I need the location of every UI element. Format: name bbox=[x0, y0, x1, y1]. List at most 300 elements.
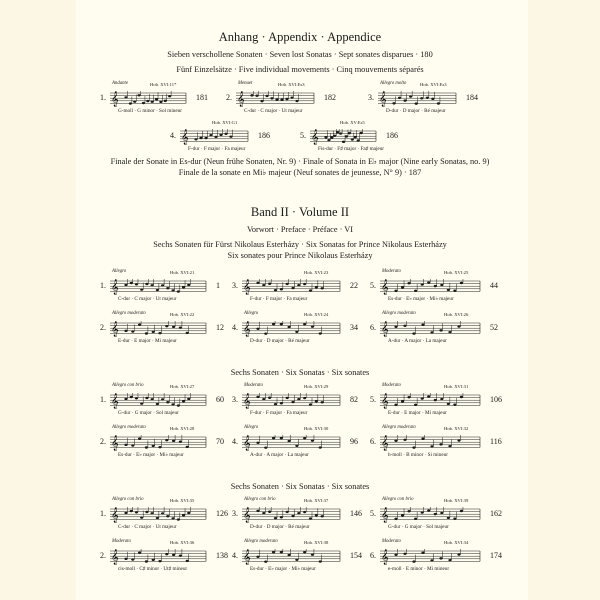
note-head bbox=[401, 400, 404, 402]
note-head bbox=[262, 398, 265, 400]
note-head bbox=[403, 553, 406, 555]
page-number: 182 bbox=[324, 93, 336, 102]
page-number: 162 bbox=[490, 509, 502, 518]
note-head bbox=[430, 445, 433, 447]
note-head bbox=[161, 398, 164, 400]
note-head bbox=[336, 131, 339, 133]
note-head bbox=[421, 511, 424, 513]
six-sonatas-heading-2: Sechs Sonaten · Six Sonatas · Six sonates bbox=[230, 482, 370, 491]
hoboken-number: Hob. XVI:35 bbox=[170, 498, 195, 503]
treble-clef-icon: 𝄞 bbox=[111, 550, 119, 565]
key-label: A-dur · A major · La majeur bbox=[250, 452, 309, 458]
note-head bbox=[434, 513, 437, 515]
note-head bbox=[158, 446, 161, 448]
music-staff bbox=[242, 279, 344, 295]
note-head bbox=[440, 398, 443, 400]
note-head bbox=[434, 399, 437, 401]
note-head bbox=[224, 133, 227, 135]
note-head bbox=[321, 515, 324, 517]
band2-title: Band II · Volume II bbox=[250, 205, 350, 219]
note-head bbox=[135, 511, 138, 513]
note-head bbox=[280, 402, 283, 404]
note-head bbox=[166, 287, 169, 289]
incipit-number: 1. bbox=[100, 93, 106, 102]
music-staff bbox=[110, 91, 190, 107]
incipit-number: 2. bbox=[226, 93, 232, 102]
note-head bbox=[182, 400, 185, 402]
note-head bbox=[262, 284, 265, 286]
treble-clef-icon: 𝄞 bbox=[111, 394, 119, 409]
music-staff bbox=[310, 129, 380, 145]
key-label: Es-dur · E♭ major · Mi♭ majeur bbox=[118, 452, 184, 458]
music-staff bbox=[236, 91, 318, 107]
note-head bbox=[421, 397, 424, 399]
note-head bbox=[124, 96, 127, 98]
treble-clef-icon: 𝄞 bbox=[111, 92, 119, 107]
preface-line: Vorwort · Preface · Préface · VI bbox=[246, 225, 354, 234]
key-label: C-dur · C major · Ut majeur bbox=[118, 524, 177, 530]
note-head bbox=[392, 102, 395, 104]
note-head bbox=[394, 440, 397, 442]
treble-clef-icon: 𝄞 bbox=[243, 436, 251, 451]
note-head bbox=[161, 512, 164, 514]
page-number: 96 bbox=[350, 437, 358, 446]
note-head bbox=[130, 396, 133, 398]
incipit-number: 4. bbox=[232, 437, 238, 446]
music-staff bbox=[110, 321, 210, 337]
note-head bbox=[152, 559, 155, 561]
lost-sonatas-line: Sieben verschollene Sonaten · Seven lost Sonatas · Sept sonates disparues · 180 bbox=[167, 50, 433, 59]
note-head bbox=[256, 282, 259, 284]
treble-clef-icon: 𝄞 bbox=[381, 508, 389, 523]
note-head bbox=[264, 560, 267, 562]
hoboken-number: Hob. XVI:30 bbox=[304, 426, 329, 431]
note-head bbox=[171, 289, 174, 291]
note-head bbox=[140, 516, 143, 518]
key-label: h-moll · B minor · Si mineur bbox=[388, 452, 448, 458]
tempo-marking: Allegro moderato bbox=[112, 425, 146, 430]
note-head bbox=[250, 94, 253, 96]
note-head bbox=[186, 560, 189, 562]
note-head bbox=[295, 331, 298, 333]
music-staff bbox=[380, 549, 484, 565]
tempo-marking: Allegro bbox=[244, 311, 259, 316]
note-head bbox=[151, 512, 154, 514]
note-head bbox=[260, 100, 263, 102]
music-staff bbox=[242, 321, 344, 337]
key-label: E-dur · E major · Mi majeur bbox=[388, 410, 447, 416]
page-number: 138 bbox=[216, 551, 228, 560]
hoboken-number: Hob. XVI:25 bbox=[444, 270, 469, 275]
page-number: 60 bbox=[216, 395, 224, 404]
note-head bbox=[439, 443, 442, 445]
page-number: 82 bbox=[350, 395, 358, 404]
note-head bbox=[229, 135, 232, 137]
note-head bbox=[145, 446, 148, 448]
incipit-number: 6. bbox=[370, 437, 376, 446]
note-head bbox=[303, 283, 306, 285]
note-head bbox=[447, 517, 450, 519]
note-head bbox=[256, 328, 259, 330]
treble-clef-icon: 𝄞 bbox=[243, 322, 251, 337]
note-head bbox=[165, 325, 168, 327]
hoboken-number: Hob. XVI:38 bbox=[304, 540, 329, 545]
treble-clef-icon: 𝄞 bbox=[243, 280, 251, 295]
music-staff bbox=[380, 279, 484, 295]
note-head bbox=[303, 323, 306, 325]
note-head bbox=[186, 332, 189, 334]
treble-clef-icon: 𝄞 bbox=[243, 508, 251, 523]
finale-line-1: Finale der Sonate in Es-dur (Neun frühe Sonaten, Nr. 9) · Finale of Sonata in E♭ major (Nine early Sonatas, no. 9) bbox=[110, 157, 490, 166]
note-head bbox=[404, 99, 407, 101]
note-head bbox=[142, 102, 145, 104]
note-head bbox=[333, 135, 336, 137]
hoboken-number: Hob. XVI:27 bbox=[170, 384, 195, 389]
incipit-number: 1. bbox=[100, 395, 106, 404]
music-staff bbox=[110, 279, 210, 295]
note-head bbox=[166, 515, 169, 517]
note-head bbox=[255, 94, 258, 96]
esterhazy-line-1: Sechs Sonaten für Fürst Nikolaus Esterházy · Six Sonatas for Prince Nikolaus Esterházy bbox=[153, 240, 447, 249]
hoboken-number: Hob. XVI:22 bbox=[170, 312, 195, 317]
note-head bbox=[199, 137, 202, 139]
note-head bbox=[348, 132, 351, 134]
note-head bbox=[431, 98, 434, 100]
hoboken-number: Hob. XVI:36 bbox=[170, 540, 195, 545]
note-head bbox=[219, 134, 222, 136]
note-head bbox=[124, 512, 127, 514]
note-head bbox=[309, 517, 312, 519]
finale-line-2: Finale de la sonate en Mi♭ majeur (Neuf sonates de jeunesse, N° 9) · 187 bbox=[178, 168, 422, 177]
note-head bbox=[256, 510, 259, 512]
note-head bbox=[145, 397, 148, 399]
tempo-marking: Menuet bbox=[238, 81, 253, 86]
note-head bbox=[315, 286, 318, 288]
music-staff bbox=[242, 435, 344, 451]
note-head bbox=[124, 398, 127, 400]
note-head bbox=[448, 445, 451, 447]
note-head bbox=[156, 517, 159, 519]
note-head bbox=[421, 283, 424, 285]
note-head bbox=[272, 551, 275, 553]
note-head bbox=[288, 440, 291, 442]
note-head bbox=[412, 446, 415, 448]
note-head bbox=[187, 398, 190, 400]
note-head bbox=[168, 95, 171, 97]
note-head bbox=[409, 95, 412, 97]
treble-clef-icon: 𝄞 bbox=[381, 322, 389, 337]
tempo-marking: Moderato bbox=[244, 383, 263, 388]
note-head bbox=[187, 284, 190, 286]
note-head bbox=[204, 137, 207, 139]
note-head bbox=[209, 134, 212, 136]
note-head bbox=[412, 332, 415, 334]
tempo-marking: Moderato bbox=[382, 383, 401, 388]
hoboken-number: Hob. XV:Es5 bbox=[340, 120, 365, 125]
incipit-number: 2. bbox=[100, 551, 106, 560]
treble-clef-icon: 𝄞 bbox=[111, 508, 119, 523]
note-head bbox=[280, 99, 283, 101]
note-head bbox=[286, 283, 289, 285]
note-head bbox=[274, 289, 277, 291]
note-head bbox=[394, 326, 397, 328]
music-staff bbox=[380, 435, 484, 451]
note-head bbox=[194, 138, 197, 140]
page-number: 52 bbox=[490, 323, 498, 332]
note-head bbox=[427, 509, 430, 511]
note-head bbox=[145, 560, 148, 562]
music-staff bbox=[110, 435, 210, 451]
note-head bbox=[414, 404, 417, 406]
treble-clef-icon: 𝄞 bbox=[379, 92, 387, 107]
note-head bbox=[133, 100, 136, 102]
note-head bbox=[359, 132, 362, 134]
page-number: 174 bbox=[490, 551, 502, 560]
key-label: G-dur · G major · Sol majeur bbox=[388, 524, 449, 530]
note-head bbox=[280, 323, 283, 325]
note-head bbox=[145, 511, 148, 513]
note-head bbox=[448, 559, 451, 561]
tempo-marking: Allegro molto bbox=[380, 81, 407, 86]
hoboken-number: Hob. XVI:31 bbox=[444, 384, 469, 389]
page-number: 22 bbox=[350, 281, 358, 290]
note-head bbox=[295, 559, 298, 561]
treble-clef-icon: 𝄞 bbox=[111, 280, 119, 295]
tempo-marking: Allegro moderato bbox=[244, 539, 278, 544]
treble-clef-icon: 𝄞 bbox=[181, 130, 189, 145]
key-label: F-dur · F major · Fa majeur bbox=[250, 296, 308, 302]
page-number: 146 bbox=[350, 509, 362, 518]
note-head bbox=[177, 290, 180, 292]
note-head bbox=[265, 95, 268, 97]
note-head bbox=[140, 288, 143, 290]
single-movements-line: Fünf Einzelsätze · Five individual movements · Cinq mouvements séparés bbox=[176, 65, 424, 74]
note-head bbox=[403, 325, 406, 327]
incipit-number: 3. bbox=[232, 509, 238, 518]
note-head bbox=[152, 445, 155, 447]
key-label: C-dur · C major · Ut majeur bbox=[118, 296, 177, 302]
note-head bbox=[131, 330, 134, 332]
note-head bbox=[272, 323, 275, 325]
hoboken-number: Hob. XVI:29 bbox=[304, 384, 329, 389]
note-head bbox=[453, 518, 456, 520]
tempo-marking: Allegro bbox=[244, 425, 259, 430]
tempo-marking: Allegro con brio bbox=[244, 497, 276, 502]
page-number: 186 bbox=[258, 131, 270, 140]
note-head bbox=[342, 141, 345, 143]
note-head bbox=[130, 510, 133, 512]
note-head bbox=[286, 397, 289, 399]
note-head bbox=[394, 290, 397, 292]
note-head bbox=[264, 446, 267, 448]
note-head bbox=[457, 439, 460, 441]
note-head bbox=[434, 285, 437, 287]
note-head bbox=[129, 102, 132, 104]
music-staff bbox=[242, 549, 344, 565]
incipit-number: 1. bbox=[100, 281, 106, 290]
note-head bbox=[357, 139, 360, 141]
note-head bbox=[124, 444, 127, 446]
note-head bbox=[172, 440, 175, 442]
key-label: E-dur · E major · Mi majeur bbox=[118, 338, 177, 344]
note-head bbox=[156, 403, 159, 405]
appendix-title: Anhang · Appendix · Appendice bbox=[218, 30, 382, 44]
note-head bbox=[165, 439, 168, 441]
page-number: 184 bbox=[466, 93, 478, 102]
note-head bbox=[440, 512, 443, 514]
note-head bbox=[297, 398, 300, 400]
hoboken-number: Hob. XVI:G1 bbox=[212, 120, 238, 125]
hoboken-number: Hob. XVI:21 bbox=[170, 270, 195, 275]
note-head bbox=[137, 94, 140, 96]
note-head bbox=[270, 97, 273, 99]
note-head bbox=[152, 331, 155, 333]
tempo-marking: Andante bbox=[112, 81, 128, 86]
note-head bbox=[161, 284, 164, 286]
note-head bbox=[324, 136, 327, 138]
note-head bbox=[124, 330, 127, 332]
note-head bbox=[295, 445, 298, 447]
hoboken-number: Hob. XVI:34 bbox=[444, 540, 469, 545]
hoboken-number: Hob. XVI:23 bbox=[304, 270, 329, 275]
note-head bbox=[124, 284, 127, 286]
note-head bbox=[286, 511, 289, 513]
note-head bbox=[290, 96, 293, 98]
note-head bbox=[138, 437, 141, 439]
note-head bbox=[268, 397, 271, 399]
incipit-number: 4. bbox=[232, 551, 238, 560]
page-number: 34 bbox=[350, 323, 358, 332]
note-head bbox=[151, 100, 154, 102]
note-head bbox=[182, 514, 185, 516]
note-head bbox=[421, 438, 424, 440]
note-head bbox=[155, 98, 158, 100]
note-head bbox=[319, 446, 322, 448]
hoboken-number: Hob. XVI:39 bbox=[444, 498, 469, 503]
incipit-number: 4. bbox=[170, 131, 176, 140]
hoboken-number: Hob. XVI:26 bbox=[444, 312, 469, 317]
note-head bbox=[264, 332, 267, 334]
note-head bbox=[315, 514, 318, 516]
note-head bbox=[354, 136, 357, 138]
note-head bbox=[460, 282, 463, 284]
note-head bbox=[430, 559, 433, 561]
note-head bbox=[146, 100, 149, 102]
note-head bbox=[394, 554, 397, 556]
note-head bbox=[453, 290, 456, 292]
note-head bbox=[447, 289, 450, 291]
note-head bbox=[448, 331, 451, 333]
note-head bbox=[135, 283, 138, 285]
note-head bbox=[427, 395, 430, 397]
note-head bbox=[272, 437, 275, 439]
music-staff bbox=[110, 393, 210, 409]
note-head bbox=[394, 404, 397, 406]
incipit-number: 2. bbox=[100, 323, 106, 332]
hoboken-number: Hob. XVI:Es3 bbox=[278, 82, 305, 87]
note-head bbox=[214, 136, 217, 138]
key-label: e-moll · E minor · Mi mineur bbox=[388, 566, 450, 572]
note-head bbox=[186, 446, 189, 448]
note-head bbox=[171, 517, 174, 519]
note-head bbox=[426, 97, 429, 99]
note-head bbox=[414, 518, 417, 520]
incipit-number: 3. bbox=[368, 93, 374, 102]
esterhazy-line-2: Six sonates pour Prince Nikolaus Esterházy bbox=[227, 251, 373, 260]
note-head bbox=[256, 442, 259, 444]
note-head bbox=[414, 290, 417, 292]
incipit-number: 5. bbox=[370, 395, 376, 404]
note-head bbox=[172, 554, 175, 556]
note-head bbox=[275, 98, 278, 100]
page-number: 186 bbox=[386, 131, 398, 140]
incipit-number: 5. bbox=[300, 131, 306, 140]
note-head bbox=[412, 560, 415, 562]
tempo-marking: Moderato bbox=[382, 269, 401, 274]
note-head bbox=[268, 511, 271, 513]
note-head bbox=[165, 553, 168, 555]
note-head bbox=[297, 284, 300, 286]
page-number: 44 bbox=[490, 281, 498, 290]
treble-clef-icon: 𝄞 bbox=[243, 394, 251, 409]
note-head bbox=[453, 404, 456, 406]
key-label: Fis-dur · F♯ major · Fa♯ majeur bbox=[318, 146, 384, 152]
note-head bbox=[339, 132, 342, 134]
note-head bbox=[439, 557, 442, 559]
note-head bbox=[401, 286, 404, 288]
note-head bbox=[291, 287, 294, 289]
note-head bbox=[447, 403, 450, 405]
note-head bbox=[280, 516, 283, 518]
treble-clef-icon: 𝄞 bbox=[111, 322, 119, 337]
note-head bbox=[351, 138, 354, 140]
note-head bbox=[285, 98, 288, 100]
treble-clef-icon: 𝄞 bbox=[111, 436, 119, 451]
note-head bbox=[274, 517, 277, 519]
note-head bbox=[177, 518, 180, 520]
note-head bbox=[172, 326, 175, 328]
incipit-number: 6. bbox=[370, 551, 376, 560]
note-head bbox=[166, 401, 169, 403]
note-head bbox=[407, 282, 410, 284]
hoboken-number: Hob. XVI:Es3 bbox=[420, 82, 447, 87]
note-head bbox=[327, 139, 330, 141]
tempo-marking: Allegro moderato bbox=[382, 311, 416, 316]
note-head bbox=[280, 551, 283, 553]
note-head bbox=[145, 332, 148, 334]
note-head bbox=[280, 288, 283, 290]
note-head bbox=[427, 281, 430, 283]
note-head bbox=[421, 324, 424, 326]
hoboken-number: Hob. XVI:32 bbox=[444, 426, 469, 431]
key-label: D-dur · D major · Ré majeur bbox=[386, 108, 446, 114]
note-head bbox=[460, 510, 463, 512]
note-head bbox=[182, 286, 185, 288]
incipit-number: 4. bbox=[232, 323, 238, 332]
treble-clef-icon: 𝄞 bbox=[381, 436, 389, 451]
key-label: C-dur · C major · Ut majeur bbox=[244, 108, 303, 114]
note-head bbox=[291, 401, 294, 403]
note-head bbox=[415, 102, 418, 104]
tempo-marking: Allegro con brio bbox=[112, 497, 144, 502]
key-label: cis-moll · C♯ minor · Ut♯ mineur bbox=[118, 566, 188, 572]
music-staff bbox=[380, 321, 484, 337]
key-label: D-dur · D major · Ré majeur bbox=[250, 338, 310, 344]
note-head bbox=[437, 102, 440, 104]
treble-clef-icon: 𝄞 bbox=[381, 550, 389, 565]
music-staff bbox=[110, 549, 210, 565]
note-head bbox=[171, 403, 174, 405]
